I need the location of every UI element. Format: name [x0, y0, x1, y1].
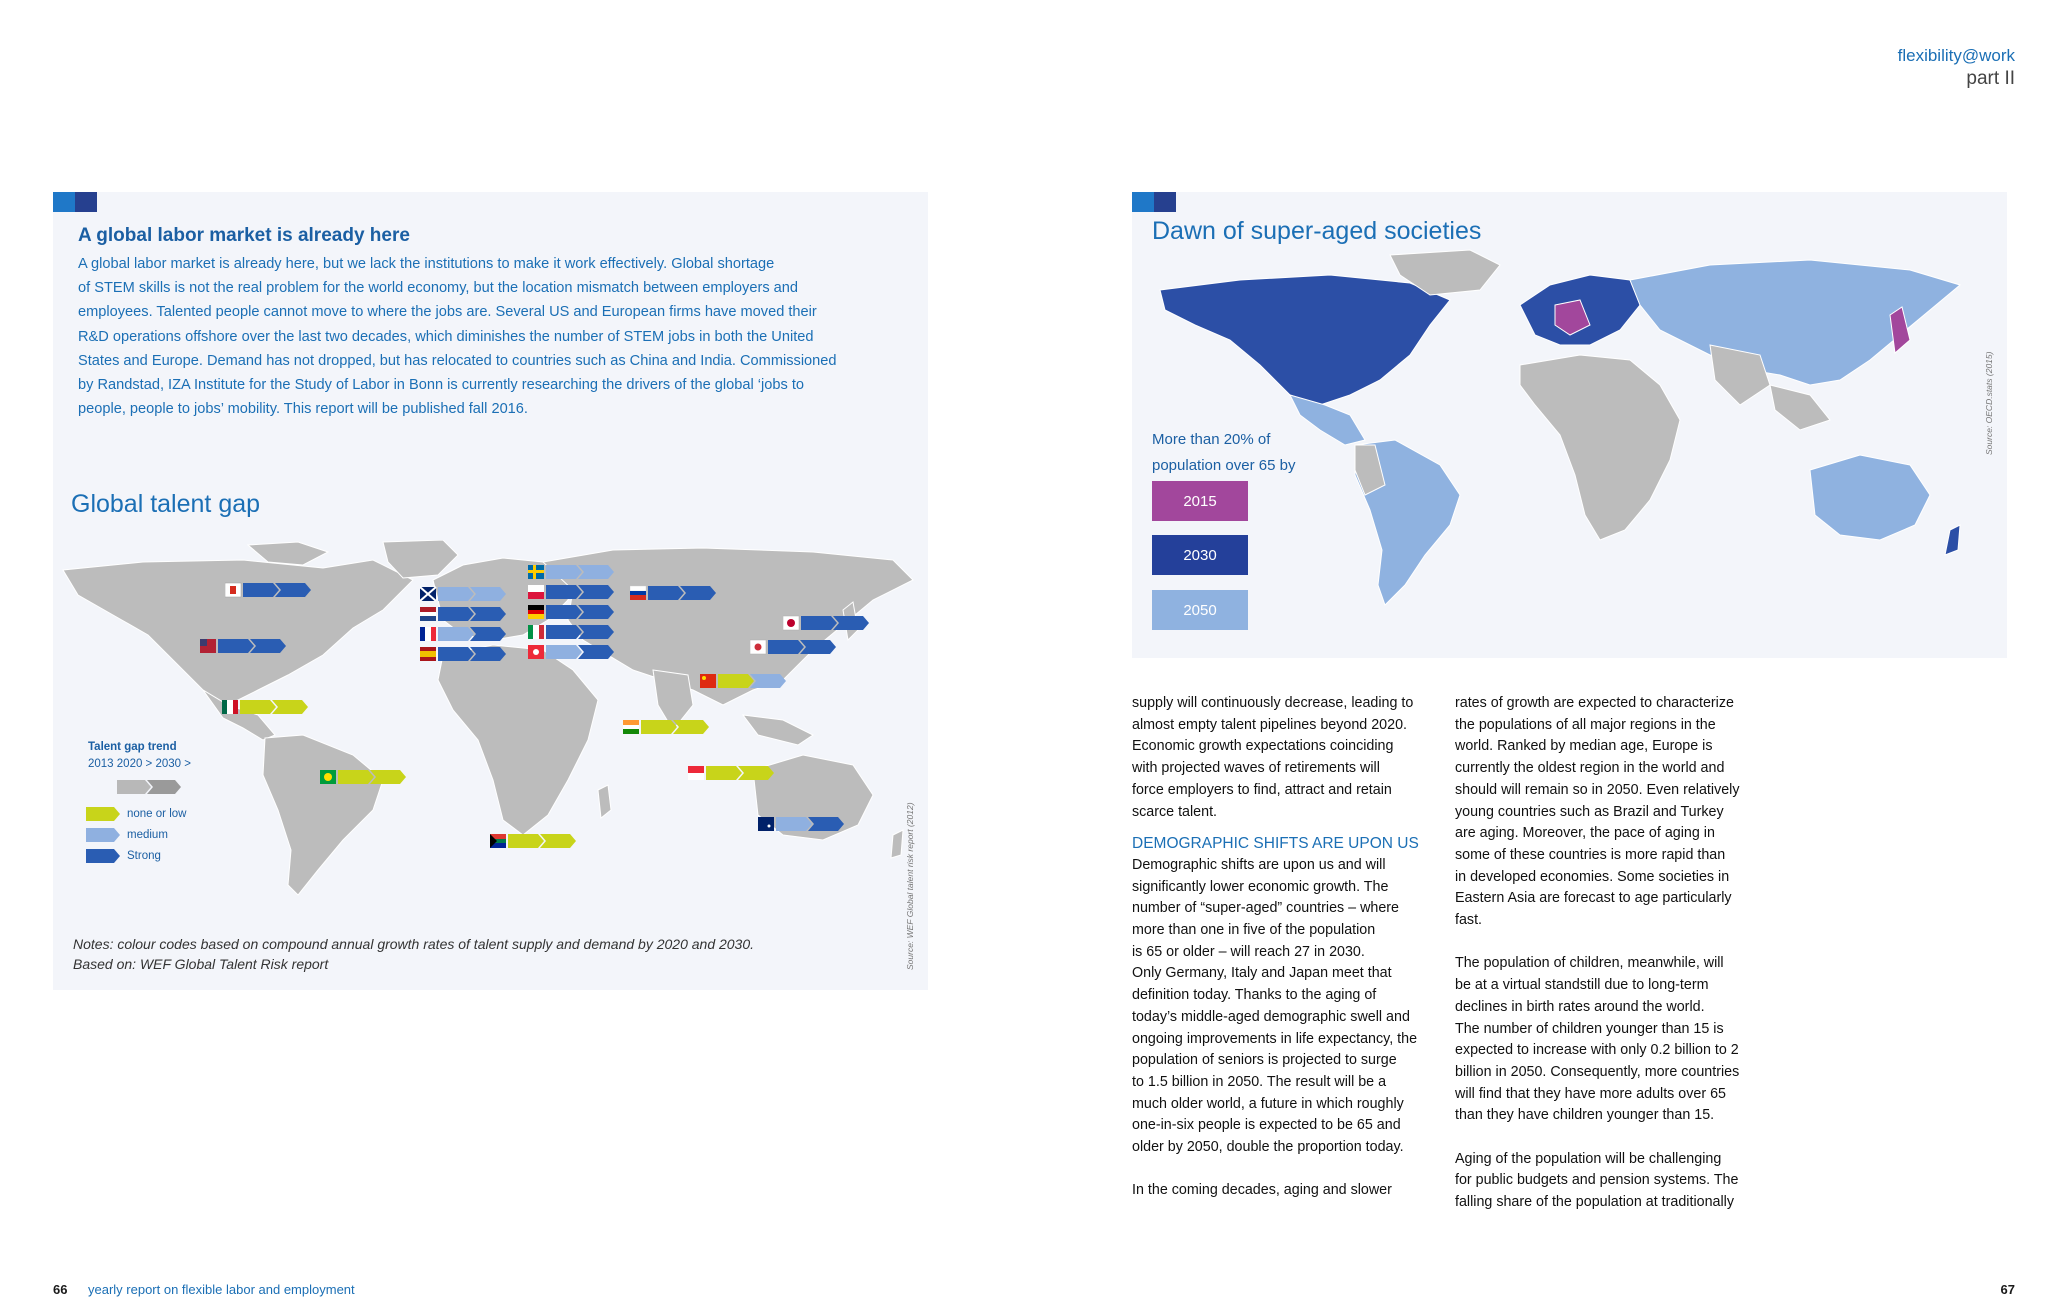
corner-mark-left-b — [75, 192, 97, 212]
intro-line: of STEM skills is not the real problem for the world economy, but the location mismatch between employers and — [78, 280, 799, 297]
body-line: Aging of the population will be challenging — [1455, 1150, 1722, 1167]
body-line: significantly lower economic growth. The — [1132, 878, 1389, 895]
corner-mark-right-b — [1154, 192, 1176, 212]
body-line: The population of children, meanwhile, will — [1455, 955, 1724, 972]
body-line: be at a virtual standstill due to long-term — [1455, 977, 1709, 994]
talent-legend-years: 2013 2020 > 2030 > — [88, 758, 191, 770]
body-line: than they have children younger than 15. — [1455, 1107, 1715, 1124]
body-line: world. Ranked by median age, Europe is — [1455, 738, 1713, 755]
body-line: supply will continuously decrease, leading to — [1132, 695, 1414, 711]
marker-russia — [630, 584, 720, 607]
body-line: force employers to find, attract and retain — [1132, 781, 1392, 798]
section-title: A global labor market is already here — [78, 225, 410, 246]
body-column-2 — [1455, 693, 1770, 1214]
legend-2015: 2015 — [1152, 481, 1248, 521]
body-line: to 1.5 billion in 2050. The result will be a — [1132, 1073, 1387, 1090]
body-line: young countries such as Brazil and Turkey — [1455, 803, 1724, 820]
body-line: some of these countries is more rapid than — [1455, 846, 1726, 863]
body-line: rates of growth are expected to characterize — [1455, 695, 1734, 711]
intro-line: people, people to jobs’ mobility. This report will be published fall 2016. — [78, 401, 528, 418]
intro-line: States and Europe. Demand has not dropped, but has relocated to countries such as China and India. Commissioned — [78, 352, 837, 369]
marker-japan — [783, 614, 873, 637]
header-brand: flexibility@work — [1897, 46, 2015, 65]
talent-legend-sample-arrows — [117, 778, 187, 796]
source-right: Source: OECD.stats (2015) — [1984, 351, 1994, 455]
body-line: one-in-six people is expected to be 65 and — [1132, 1117, 1401, 1134]
body-line: today’s middle-aged demographic swell and — [1132, 1008, 1410, 1025]
body-line: the populations of all major regions in the — [1455, 716, 1716, 733]
body-line: currently the oldest region in the world and — [1455, 760, 1725, 777]
marker-brazil — [320, 768, 410, 791]
body-line: is 65 or older – will reach 27 in 2030. — [1132, 943, 1365, 960]
marker-canada — [225, 581, 315, 604]
body-line: falling share of the population at traditionally — [1455, 1194, 1734, 1211]
body-line: declines in birth rates around the world. — [1455, 998, 1705, 1015]
legend-label-medium: medium — [127, 829, 168, 841]
body-line: with projected waves of retirements will — [1132, 760, 1380, 777]
aging-map-title: Dawn of super-aged societies — [1152, 217, 1482, 245]
page-number-left: 66 — [53, 1282, 68, 1297]
body-line: In the coming decades, aging and slower — [1132, 1182, 1392, 1199]
body-line: population of seniors is projected to surge — [1132, 1052, 1397, 1069]
marker-mexico — [222, 698, 312, 721]
page-number-right: 67 — [2000, 1282, 2015, 1297]
body-line: The number of children younger than 15 is — [1455, 1020, 1724, 1037]
header-part: part II — [1966, 68, 2015, 89]
body-line: number of “super-aged” countries – where — [1132, 900, 1400, 917]
intro-line: employees. Talented people cannot move to where the jobs are. Several US and European firms have moved their — [78, 304, 817, 321]
legend-2050: 2050 — [1152, 590, 1248, 630]
legend-label-low: none or low — [127, 808, 187, 820]
map-notes — [73, 934, 754, 974]
body-line: almost empty talent pipelines beyond 2020. — [1132, 716, 1407, 733]
marker-europe-central — [528, 563, 618, 668]
intro-line: R&D operations offshore over the last two decades, which diminishes the number of STEM jobs in both the United — [78, 328, 814, 345]
body-line: Demographic shifts are upon us and will — [1132, 856, 1386, 873]
marker-south-africa — [490, 832, 580, 855]
marker-europe-west — [420, 585, 510, 670]
body-line: are aging. Moreover, the pace of aging in — [1455, 825, 1715, 842]
demographic-subhead: DEMOGRAPHIC SHIFTS ARE UPON US — [1132, 835, 1419, 853]
body-line: will find that they have more adults over 65 — [1455, 1085, 1726, 1102]
legend-intro-line: More than 20% of — [1152, 431, 1271, 448]
legend-intro-line: population over 65 by — [1152, 457, 1296, 474]
body-line: scarce talent. — [1132, 803, 1218, 820]
marker-china — [700, 672, 790, 695]
body-line: expected to increase with only 0.2 billion to 2 — [1455, 1042, 1739, 1059]
intro-line: by Randstad, IZA Institute for the Study of Labor in Bonn is currently researching the drivers of the global ‘jobs to — [78, 377, 805, 394]
talent-gap-title: Global talent gap — [71, 490, 261, 518]
body-line: Eastern Asia are forecast to age particularly — [1455, 890, 1732, 907]
marker-india — [623, 718, 713, 741]
body-line: billion in 2050. Consequently, more countries — [1455, 1063, 1740, 1080]
marker-australia — [758, 815, 848, 838]
marker-singapore — [688, 764, 778, 787]
body-line: older by 2050, double the proportion today. — [1132, 1139, 1404, 1156]
body-line: fast. — [1455, 912, 1483, 929]
legend-swatch-medium — [86, 827, 122, 843]
corner-mark-left-a — [53, 192, 75, 212]
body-line: Economic growth expectations coinciding — [1132, 738, 1394, 755]
marker-usa — [200, 637, 290, 660]
body-line: in developed economies. Some societies in — [1455, 868, 1730, 885]
body-line: ongoing improvements in life expectancy, the — [1132, 1030, 1418, 1047]
marker-korea — [750, 638, 840, 661]
source-left: Source: WEF Global talent risk report (2012) — [905, 802, 915, 970]
body-line: should will remain so in 2050. Even relatively — [1455, 781, 1740, 798]
body-line: more than one in five of the population — [1132, 922, 1376, 939]
aging-legend-intro — [1152, 427, 1352, 479]
legend-swatch-strong — [86, 848, 122, 864]
legend-label-strong: Strong — [127, 850, 161, 862]
legend-2030: 2030 — [1152, 535, 1248, 575]
notes-line: Notes: colour codes based on compound annual growth rates of talent supply and demand by 2020 and 2030. — [73, 936, 755, 952]
intro-text — [78, 252, 898, 421]
body-line: Only Germany, Italy and Japan meet that — [1132, 965, 1392, 982]
footer-title: yearly report on flexible labor and employment — [88, 1282, 355, 1297]
body-line: for public budgets and pension systems. The — [1455, 1172, 1739, 1189]
notes-line: Based on: WEF Global Talent Risk report — [73, 956, 329, 972]
talent-legend-title: Talent gap trend — [88, 741, 177, 753]
body-line: much older world, a future in which roughly — [1132, 1095, 1404, 1112]
legend-swatch-low — [86, 806, 122, 822]
corner-mark-right-a — [1132, 192, 1154, 212]
intro-line: A global labor market is already here, but we lack the institutions to make it work effectively. Global shortage — [78, 256, 775, 272]
body-line: definition today. Thanks to the aging of — [1132, 987, 1377, 1004]
body-column-1 — [1132, 693, 1447, 1202]
